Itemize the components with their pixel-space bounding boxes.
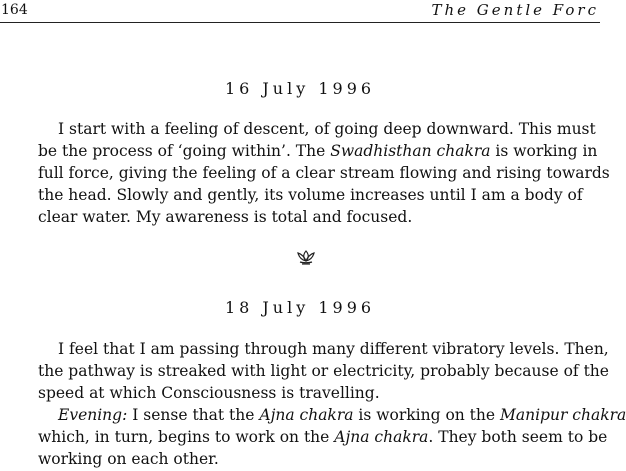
text-run: which, in turn, begins to work on the xyxy=(38,428,335,446)
paragraph-line: I feel that I am passing through many different vibratory levels. Then, xyxy=(58,340,609,358)
paragraph-line: speed at which Consciousness is travelling. xyxy=(38,384,380,402)
entry-date: 18 July 1996 xyxy=(224,298,376,317)
paragraph-line: the head. Slowly and gently, its volume increases until I am a body of xyxy=(38,186,583,204)
chakra-term: Swadhisthan chakra xyxy=(330,142,491,160)
header-rule xyxy=(0,22,600,23)
paragraph-line: the pathway is streaked with light or electricity, probably because of the xyxy=(38,362,609,380)
journal-paragraph xyxy=(38,404,626,470)
time-label: Evening: xyxy=(58,406,128,424)
running-title: The Gentle Forc xyxy=(431,1,599,19)
chakra-term: Ajna chakra xyxy=(334,428,429,446)
running-head xyxy=(0,0,600,30)
paragraph-line: clear water. My awareness is total and focused. xyxy=(38,208,413,226)
text-run: be the process of ‘going within’. The xyxy=(38,142,331,160)
paragraph-line: working on each other. xyxy=(38,450,219,468)
journal-paragraph xyxy=(38,338,609,404)
text-run: is working in xyxy=(490,142,598,160)
paragraph-line xyxy=(38,426,608,448)
lotus-ornament-icon xyxy=(296,249,316,265)
chakra-term: Ajna chakra xyxy=(259,406,354,424)
text-run: is working on the xyxy=(353,406,500,424)
chakra-term: Manipur chakra xyxy=(500,406,626,424)
paragraph-line: I start with a feeling of descent, of going deep downward. This must xyxy=(58,120,596,138)
text-run: I sense that the xyxy=(127,406,260,424)
paragraph-line xyxy=(38,140,598,162)
paragraph-line: full force, giving the feeling of a clear stream flowing and rising towards xyxy=(38,164,610,182)
text-run: . They both seem to be xyxy=(428,428,608,446)
page-number: 164 xyxy=(1,2,28,18)
entry-date: 16 July 1996 xyxy=(224,79,376,98)
paragraph-line xyxy=(38,404,626,426)
journal-paragraph xyxy=(38,118,610,228)
